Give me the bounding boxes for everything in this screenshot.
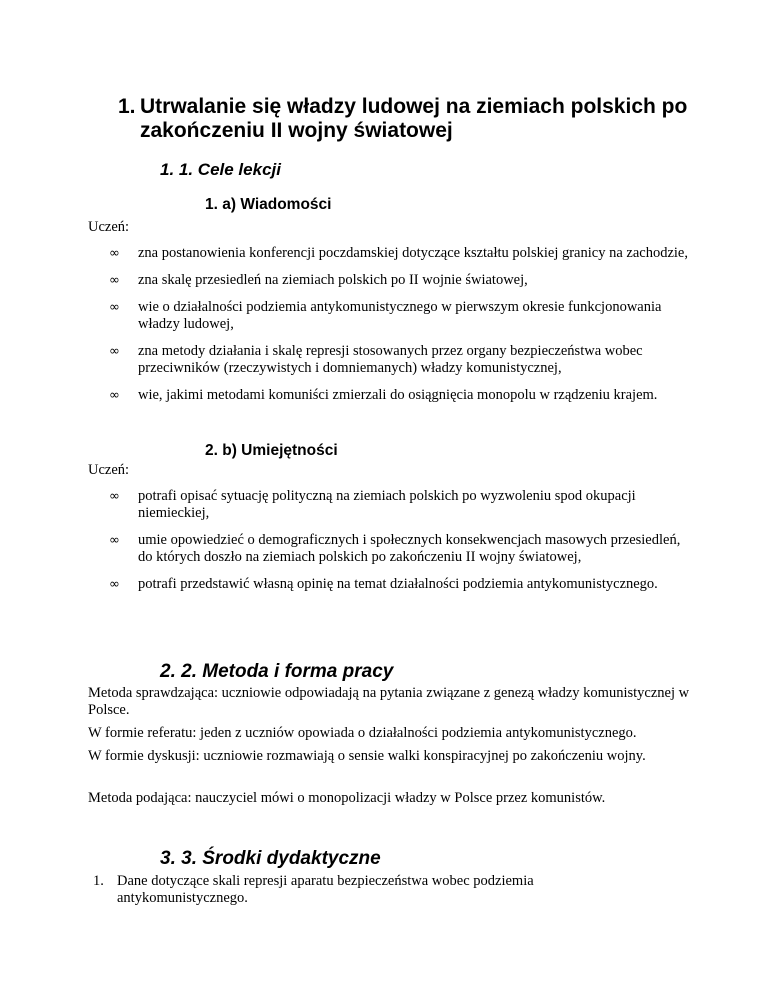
skills-intro: Uczeń: (88, 462, 130, 478)
list-item (109, 299, 689, 333)
main-heading-text: Utrwalanie się władzy ludowej na ziemiach polskich po zakończeniu II wojny światowej (140, 95, 688, 142)
list-item (109, 387, 689, 404)
list-item (93, 873, 653, 907)
list-item-text: zna skalę przesiedleń na ziemiach polskich po II wojnie światowej, (138, 272, 528, 288)
section-goals-heading: 1. 1. Cele lekcji (160, 160, 281, 179)
list-item (109, 343, 689, 377)
infinity-bullet-icon: ∞ (109, 533, 120, 548)
knowledge-heading: 1. a) Wiadomości (205, 196, 332, 213)
list-item-text: potrafi opisać sytuację polityczną na ziemiach polskich po wyzwoleniu spod okupacji niemieckiej, (138, 488, 636, 521)
list-item (109, 532, 689, 566)
method-paragraph: W formie dyskusji: uczniowie rozmawiają o sensie walki konspiracyjnej po zakończeniu wojny. (88, 748, 646, 764)
skills-list (109, 488, 689, 603)
list-item-text: potrafi przedstawić własną opinię na temat działalności podziemia antykomunistycznego. (138, 576, 658, 592)
list-item-number: 1. (93, 873, 104, 889)
method-paragraph: Metoda sprawdzająca: uczniowie odpowiadają na pytania związane z genezą władzy komunistycznej w Polsce. (88, 685, 690, 718)
infinity-bullet-icon: ∞ (109, 300, 120, 315)
section-means-heading: 3. 3. Środki dydaktyczne (160, 848, 381, 869)
infinity-bullet-icon: ∞ (109, 388, 120, 403)
list-item-text: umie opowiedzieć o demograficznych i społecznych konsekwencjach masowych przesiedleń, do których doszło na ziemiach polskich po zakończeniu II wojny światowej, (138, 532, 681, 565)
list-item (109, 245, 689, 262)
infinity-bullet-icon: ∞ (109, 273, 120, 288)
list-item-text: zna metody działania i skalę represji stosowanych przez organy bezpieczeństwa wobec przeciwników (rzeczywistych i domniemanych) władzy komunistycznej, (138, 343, 643, 376)
infinity-bullet-icon: ∞ (109, 577, 120, 592)
list-item-text: zna postanowienia konferencji poczdamskiej dotyczące kształtu polskiej granicy na zachodzie, (138, 245, 688, 261)
knowledge-list (109, 245, 689, 414)
skills-heading: 2. b) Umiejętności (205, 442, 338, 459)
list-item-text: wie, jakimi metodami komuniści zmierzali do osiągnięcia monopolu w rządzeniu krajem. (138, 387, 658, 403)
method-paragraph: Metoda podająca: nauczyciel mówi o monopolizacji władzy w Polsce przez komunistów. (88, 790, 606, 806)
list-item (109, 272, 689, 289)
means-list (93, 873, 653, 907)
section-method-heading: 2. 2. Metoda i forma pracy (160, 661, 394, 682)
infinity-bullet-icon: ∞ (109, 246, 120, 261)
knowledge-intro: Uczeń: (88, 219, 130, 235)
main-heading (118, 95, 718, 143)
infinity-bullet-icon: ∞ (109, 344, 120, 359)
list-item (109, 576, 689, 593)
infinity-bullet-icon: ∞ (109, 489, 120, 504)
method-paragraph: W formie referatu: jeden z uczniów opowiada o działalności podziemia antykomunistycznego. (88, 725, 637, 741)
list-item (109, 488, 689, 522)
main-heading-number: 1. (118, 95, 136, 118)
list-item-text: Dane dotyczące skali represji aparatu bezpieczeństwa wobec podziemia antykomunistycznego. (117, 873, 534, 906)
list-item-text: wie o działalności podziemia antykomunistycznego w pierwszym okresie funkcjonowania władzy ludowej, (138, 299, 662, 332)
